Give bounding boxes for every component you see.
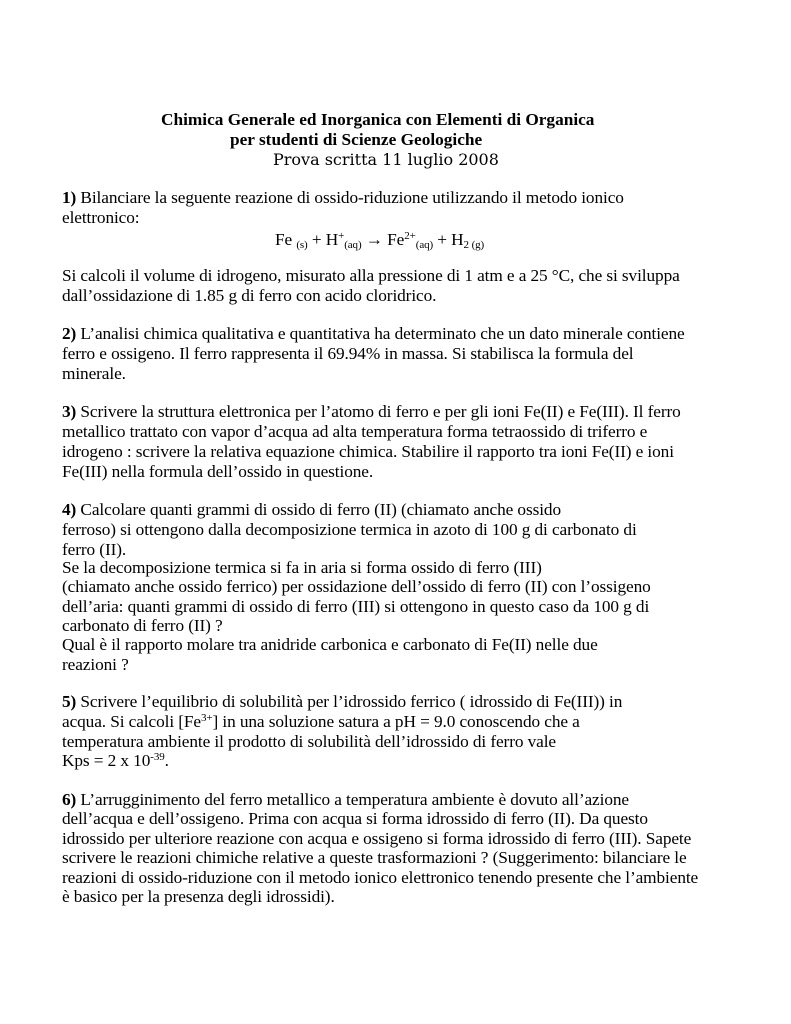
question-5-line-1: 5) Scrivere l’equilibrio di solubilità per l’idrossido ferrico ( idrossido di Fe(III)) in [62, 692, 623, 711]
question-1-line-4: dall’ossidazione di 1.85 g di ferro con acido cloridrico. [62, 286, 437, 305]
question-4-line-6: dell’aria: quanti grammi di ossido di ferro (III) si ottengono in questo caso da 100 g di [62, 597, 650, 616]
question-2-line-3: minerale. [62, 364, 126, 383]
question-1-number: 1) [62, 188, 77, 207]
question-4-line-5: (chiamato anche ossido ferrico) per ossidazione dell’ossido di ferro (II) con l’ossigeno [62, 577, 651, 596]
question-2-number: 2) [62, 324, 77, 343]
document-title: Chimica Generale ed Inorganica con Elementi di Organica [161, 110, 595, 129]
document-title-course: per studenti di Scienze Geologiche [230, 130, 483, 149]
question-5-line-2: acqua. Si calcoli $[Fe^{3+}]$ in una soluzione satura a pH = 9.0 conoscendo che a [62, 712, 580, 731]
question-3-line-4: Fe(III) nella formula dell’ossido in questione. [62, 462, 374, 481]
question-3-number: 3) [62, 402, 77, 421]
question-4-line-4: Se la decomposizione termica si fa in aria si forma ossido di ferro (III) [62, 558, 542, 577]
question-6-line-1: 6) L’arrugginimento del ferro metallico a temperatura ambiente è dovuto all’azione [62, 790, 629, 809]
question-6-number: 6) [62, 790, 77, 809]
question-2-line-2: ferro e ossigeno. Il ferro rappresenta il 69.94% in massa. Si stabilisca la formula del [62, 344, 634, 363]
question-6-line-5: reazioni di ossido-riduzione con il metodo ionico elettronico tenendo presente che l’ambiente [62, 868, 699, 887]
question-5-line-4: Kps = 2 x $10^{-39}$. [62, 751, 169, 770]
question-4-line-8: Qual è il rapporto molare tra anidride carbonica e carbonato di Fe(II) nelle due [62, 635, 598, 654]
question-6-line-3: idrossido per ulteriore reazione con acqua e ossigeno si forma idrossido di ferro (III). Sapete [62, 829, 692, 848]
question-6-line-4: scrivere le reazioni chimiche relative a queste trasformazioni ? (Suggerimento: bilanciare le [62, 848, 687, 867]
question-2-line-1: 2) L’analisi chimica qualitativa e quantitativa ha determinato che un dato minerale contiene [62, 324, 685, 343]
question-1-line-1: 1) Bilanciare la seguente reazione di ossido-riduzione utilizzando il metodo ionico [62, 188, 624, 207]
question-3-line-1: 3) Scrivere la struttura elettronica per l’atomo di ferro e per gli ioni Fe(II) e Fe(III). Il ferro [62, 402, 681, 421]
question-4-line-1: 4) Calcolare quanti grammi di ossido di ferro (II) (chiamato anche ossido [62, 500, 561, 519]
reaction-arrow-icon: → Fe [361, 230, 405, 249]
question-6-line-2: dell’acqua e dell’ossigeno. Prima con acqua si forma idrossido di ferro (II). Da questo [62, 809, 648, 828]
question-6-line-6: è basico per la presenza degli idrossidi). [62, 887, 335, 906]
exam-date-subtitle: Prova scritta 11 luglio 2008 [273, 150, 499, 169]
question-1-line-2: elettronico: [62, 208, 140, 227]
question-3-line-2: metallico trattato con vapor d’acqua ad alta temperatura forma tetraossido di triferro e [62, 422, 648, 441]
question-4-line-2: ferroso) si ottengono dalla decomposizione termica in azoto di 100 g di carbonato di [62, 520, 637, 539]
question-5-line-3: temperatura ambiente il prodotto di solubilità dell’idrossido di ferro vale [62, 732, 557, 751]
question-4-line-7: carbonato di ferro (II) ? [62, 616, 223, 635]
question-1-line-3: Si calcoli il volume di idrogeno, misurato alla pressione di 1 atm e a 25 °C, che si sviluppa [62, 266, 680, 285]
redox-equation: Fe $_{(s)} + H^+_{(aq)} \to Fe^{2+}_{(aq)} + H_{2 (g)}$ [275, 230, 485, 251]
question-5-number: 5) [62, 692, 77, 711]
question-3-line-3: idrogeno : scrivere la relativa equazione chimica. Stabilire il rapporto tra ioni Fe(II) e ioni [62, 442, 674, 461]
question-4-line-9: reazioni ? [62, 655, 129, 674]
question-4-line-3: ferro (II). [62, 540, 127, 559]
question-4-number: 4) [62, 500, 77, 519]
